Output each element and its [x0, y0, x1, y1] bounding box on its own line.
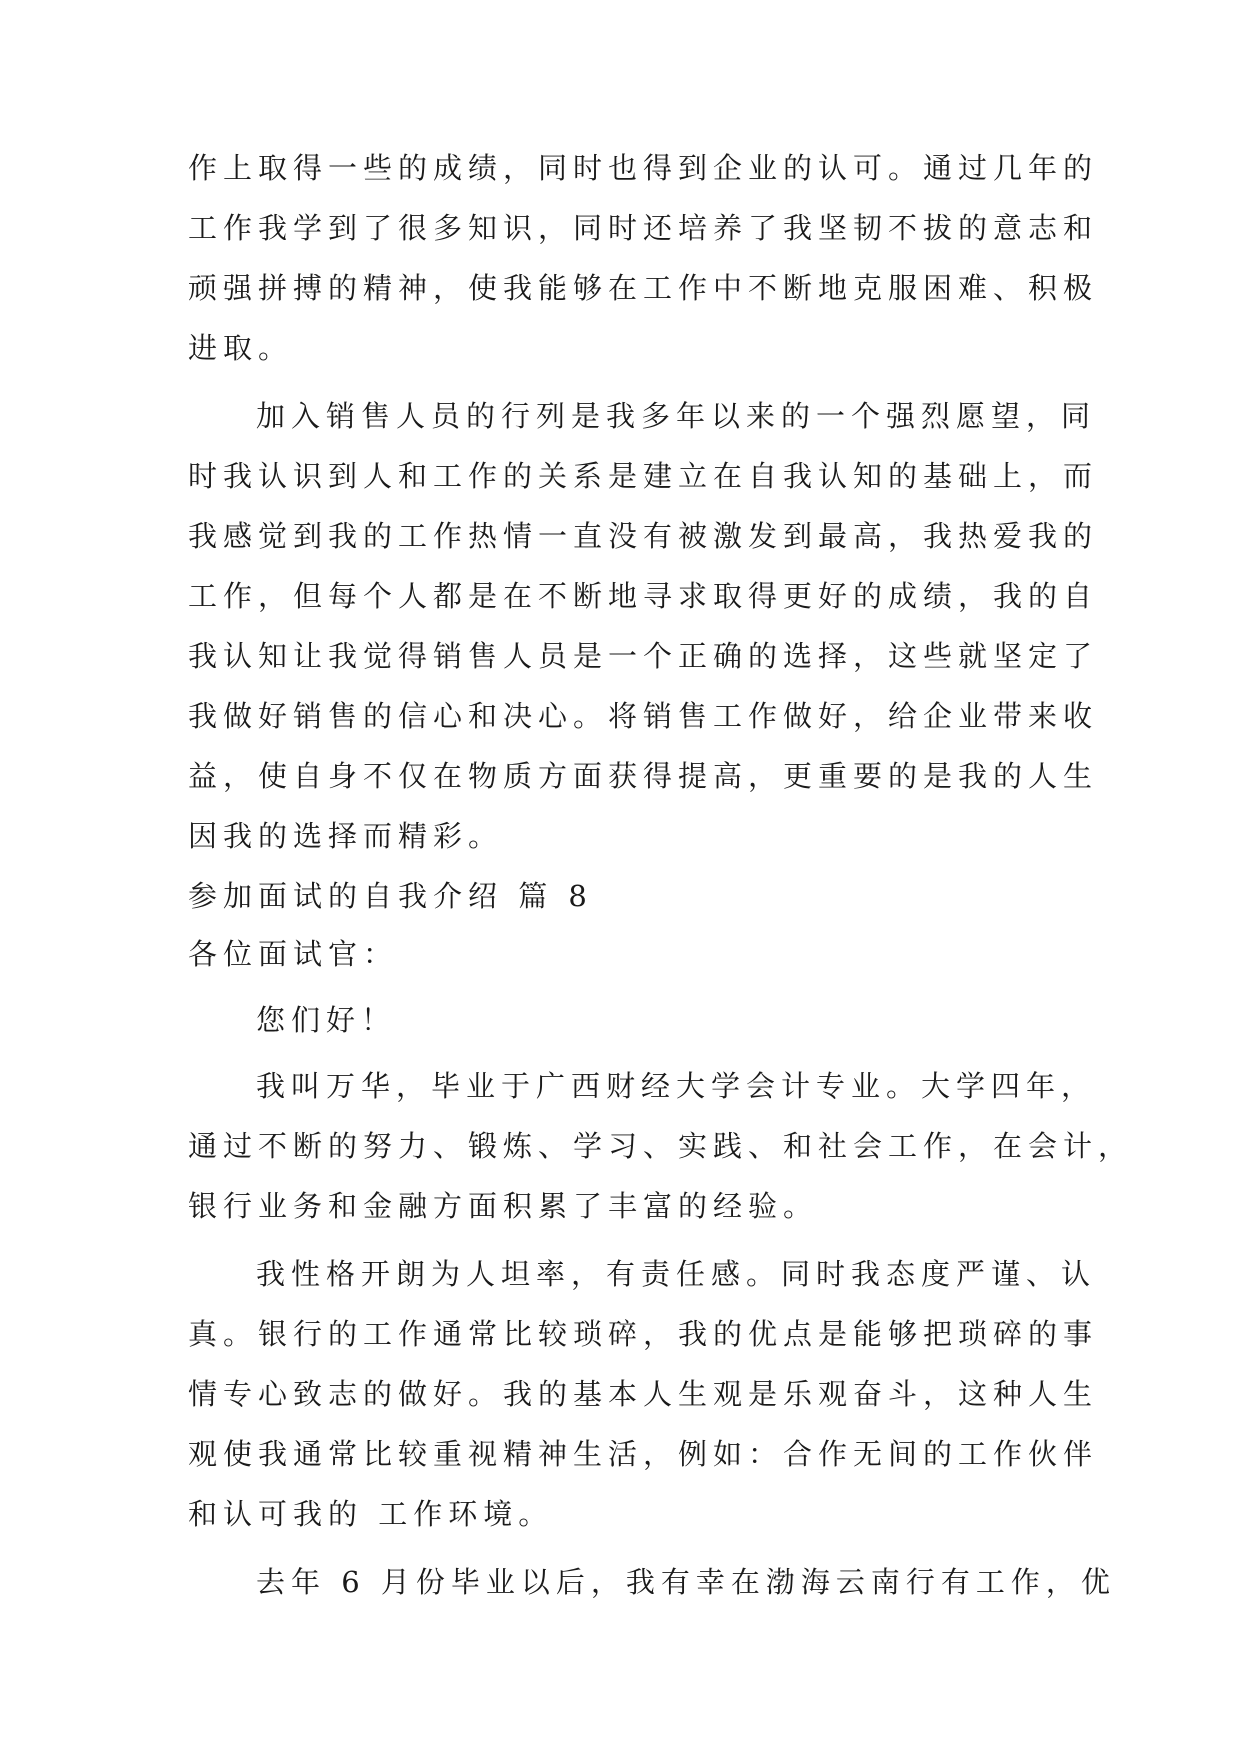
text-line: 我叫万华，毕业于广西财经大学会计专业。大学四年，: [256, 1069, 1097, 1103]
section-heading: 参加面试的自我介绍 篇 8: [188, 879, 593, 913]
text-line: 益，使自身不仅在物质方面获得提高，更重要的是我的人生: [188, 759, 1099, 793]
text-line: 和认可我的 工作环境。: [188, 1497, 554, 1531]
text-line: 真。银行的工作通常比较琐碎，我的优点是能够把琐碎的事: [188, 1317, 1099, 1351]
text-line: 顽强拼搏的精神，使我能够在工作中不断地克服困难、积极: [188, 271, 1099, 305]
text-line: 我做好销售的信心和决心。将销售工作做好，给企业带来收: [188, 699, 1099, 733]
text-line: 时我认识到人和工作的关系是建立在自我认知的基础上，而: [188, 459, 1099, 493]
text-line: 我感觉到我的工作热情一直没有被激发到最高，我热爱我的: [188, 519, 1099, 553]
text-line: 加入销售人员的行列是我多年以来的一个强烈愿望，同: [256, 399, 1097, 433]
text-line: 工作我学到了很多知识，同时还培养了我坚韧不拔的意志和: [188, 211, 1099, 245]
text-line: 我性格开朗为人坦率，有责任感。同时我态度严谨、认: [256, 1257, 1097, 1291]
greeting: 您们好！: [256, 1003, 397, 1037]
text-line: 银行业务和金融方面积累了丰富的经验。: [188, 1189, 819, 1223]
text-line: 情专心致志的做好。我的基本人生观是乐观奋斗，这种人生: [188, 1377, 1099, 1411]
text-line: 观使我通常比较重视精神生活，例如：合作无间的工作伙伴: [188, 1437, 1099, 1471]
text-line: 通过不断的努力、锻炼、学习、实践、和社会工作，在会计，: [188, 1129, 1134, 1163]
text-line: 我认知让我觉得销售人员是一个正确的选择，这些就坚定了: [188, 639, 1099, 673]
text-line: 工作，但每个人都是在不断地寻求取得更好的成绩，我的自: [188, 579, 1099, 613]
text-line: 进取。: [188, 331, 294, 365]
text-line: 去年 6 月份毕业以后，我有幸在渤海云南行有工作，优: [256, 1565, 1116, 1599]
text-line: 因我的选择而精彩。: [188, 819, 504, 853]
text-line: 作上取得一些的成绩，同时也得到企业的认可。通过几年的: [188, 151, 1099, 185]
salutation: 各位面试官：: [188, 937, 399, 971]
